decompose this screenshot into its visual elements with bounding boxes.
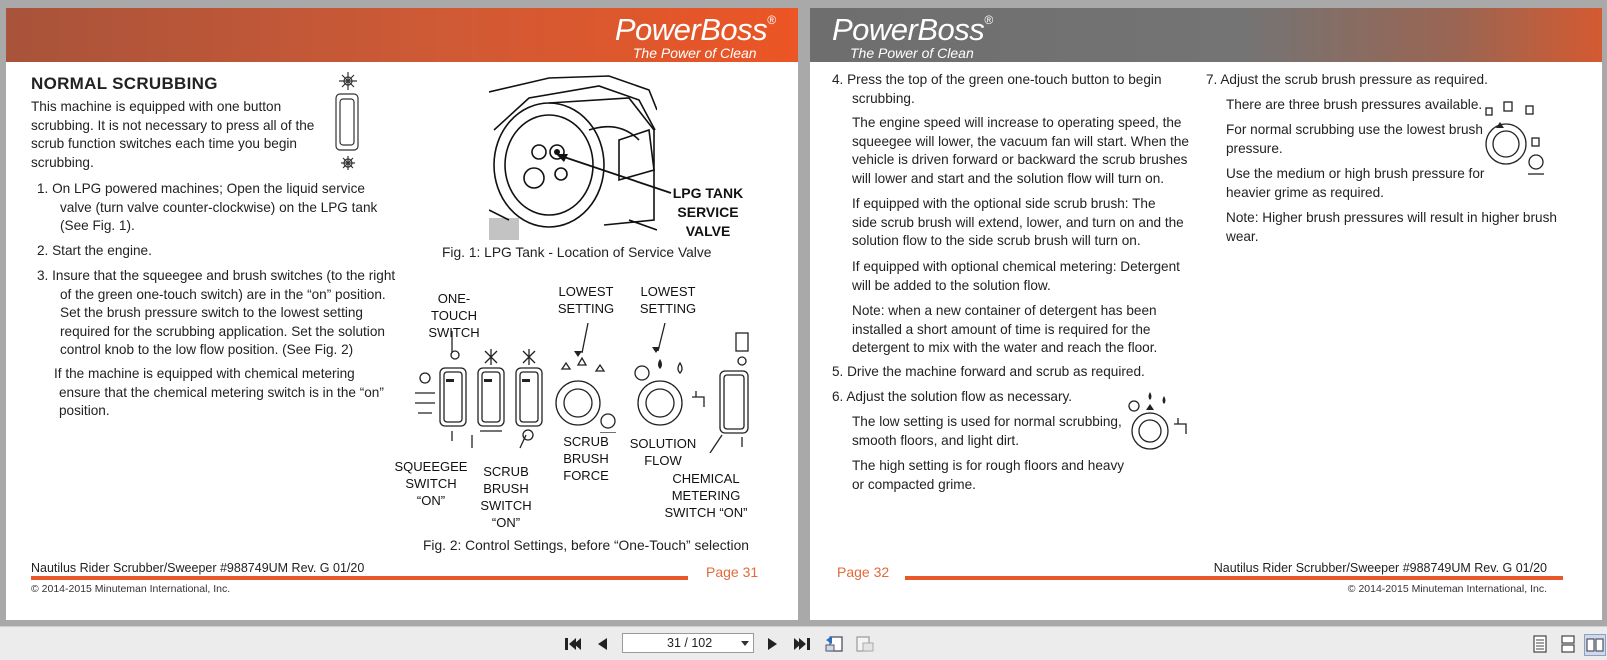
- chemical-metering-switch-label: CHEMICAL METERING SWITCH “ON”: [661, 470, 751, 521]
- lowest-setting-label-brush: LOWEST SETTING: [557, 284, 615, 316]
- step-6: 6. Adjust the solution flow as necessary.: [832, 389, 1073, 404]
- continuous-view-icon[interactable]: [1558, 634, 1578, 654]
- normal-scrubbing-paragraph: For normal scrubbing use the lowest brush pressure.: [1226, 122, 1483, 156]
- brush-pressure-knob-icon: [1482, 96, 1554, 178]
- one-touch-switch-icon: [332, 70, 364, 176]
- lowest-setting-label-solution: LOWEST SETTING: [639, 284, 697, 316]
- scrub-brush-switch-label: SCRUB BRUSH SWITCH “ON”: [476, 463, 536, 531]
- section-heading: NORMAL SCRUBBING: [31, 74, 218, 93]
- detergent-note: Note: when a new container of detergent has been installed a short amount of time is required for the detergent to mix with the water and reach the floor.: [852, 303, 1158, 355]
- left-page: [6, 8, 798, 620]
- last-page-icon[interactable]: [792, 634, 812, 654]
- callout-arrow: [546, 138, 686, 198]
- chemical-metering-note: If the machine is equipped with chemical metering ensure that the chemical metering switch is in the “on” position.: [54, 366, 384, 418]
- figure-1-caption: Fig. 1: LPG Tank - Location of Service Valve: [442, 245, 712, 260]
- step-1: 1. On LPG powered machines; Open the liquid service valve (turn valve counter-clockwise) on the LPG tank (See Fig. 1).: [37, 181, 378, 233]
- left-page-header: [6, 8, 798, 62]
- page-number-select[interactable]: 31 / 102: [622, 633, 754, 653]
- intro-paragraph: This machine is equipped with one button scrubbing. It is not necessary to press all of the scrub function switches each time you begin scrubbing.: [31, 99, 315, 170]
- step-2: 2. Start the engine.: [37, 243, 152, 258]
- step-5: 5. Drive the machine forward and scrub as required.: [832, 364, 1145, 379]
- footer-rule: [31, 576, 688, 580]
- one-touch-switch-label: ONE- TOUCH SWITCH: [424, 290, 484, 341]
- brand-logo: PowerBoss® The Power of Clean: [614, 12, 776, 61]
- step-3: 3. Insure that the squeegee and brush switches (to the right of the green one-touch switch) are in the “on” position. Set the brush pressure switch to the lowest setting required for the scrubbing application. Set the solution control knob to the low flow position. (See Fig. 2): [37, 268, 396, 357]
- step-7: 7. Adjust the scrub brush pressure as required.: [1206, 72, 1488, 87]
- brush-pressures-available: There are three brush pressures available.: [1226, 97, 1483, 112]
- step-4: 4. Press the top of the green one-touch button to begin scrubbing.: [832, 72, 1162, 106]
- wear-note: Note: Higher brush pressures will result in higher brush wear.: [1226, 210, 1557, 244]
- first-page-icon[interactable]: [563, 634, 583, 654]
- squeegee-switch-label: SQUEEGEE SWITCH “ON”: [391, 458, 471, 509]
- low-setting-paragraph: The low setting is used for normal scrubbing, smooth floors, and light dirt.: [852, 414, 1122, 448]
- high-setting-paragraph: The high setting is for rough floors and heavy or compacted grime.: [852, 458, 1125, 492]
- medium-high-paragraph: Use the medium or high brush pressure for heavier grime as required.: [1226, 166, 1485, 200]
- manual-title-footer: Nautilus Rider Scrubber/Sweeper #988749UM Rev. G 01/20: [31, 561, 365, 575]
- scrub-brush-force-label: SCRUB BRUSH FORCE: [556, 433, 616, 484]
- go-back-icon[interactable]: [824, 634, 844, 654]
- lpg-tank-label: LPG TANK SERVICE VALVE: [672, 185, 744, 239]
- prev-page-icon[interactable]: [592, 634, 612, 654]
- solution-flow-knob-icon: [1128, 386, 1203, 456]
- right-page: [810, 8, 1602, 620]
- figure-2-caption: Fig. 2: Control Settings, before “One-Touch” selection: [423, 538, 749, 553]
- brand-logo: PowerBoss® The Power of Clean: [832, 12, 994, 61]
- side-brush-paragraph: If equipped with the optional side scrub brush: The side scrub brush will extend, lower, and turn on and the solution flow to the side scrub brush will turn on.: [852, 196, 1184, 248]
- solution-flow-label: SOLUTION FLOW: [629, 436, 697, 468]
- copyright: © 2014-2015 Minuteman International, Inc.: [31, 583, 231, 595]
- viewer-toolbar: [0, 626, 1607, 660]
- next-page-icon[interactable]: [763, 634, 783, 654]
- footer-rule: [905, 576, 1563, 580]
- manual-title-footer: Nautilus Rider Scrubber/Sweeper #988749UM Rev. G 01/20: [1213, 561, 1547, 575]
- go-forward-icon[interactable]: [855, 634, 875, 654]
- chemical-paragraph: If equipped with optional chemical metering: Detergent will be added to the solution flow.: [852, 259, 1180, 293]
- page-number: Page 31: [706, 564, 759, 580]
- two-page-view-icon[interactable]: [1584, 634, 1606, 656]
- chevron-down-icon[interactable]: [741, 641, 749, 646]
- engine-speed-paragraph: The engine speed will increase to operating speed, the squeegee will lower, the vacuum fan will start. When the vehicle is driven forward or backward the scrub brushes will lower and start and the solution flow will turn on.: [852, 115, 1189, 186]
- right-page-header: [810, 8, 1602, 62]
- copyright: © 2014-2015 Minuteman International, Inc.: [1347, 583, 1547, 595]
- single-page-view-icon[interactable]: [1530, 634, 1550, 654]
- page-number: Page 32: [837, 564, 890, 580]
